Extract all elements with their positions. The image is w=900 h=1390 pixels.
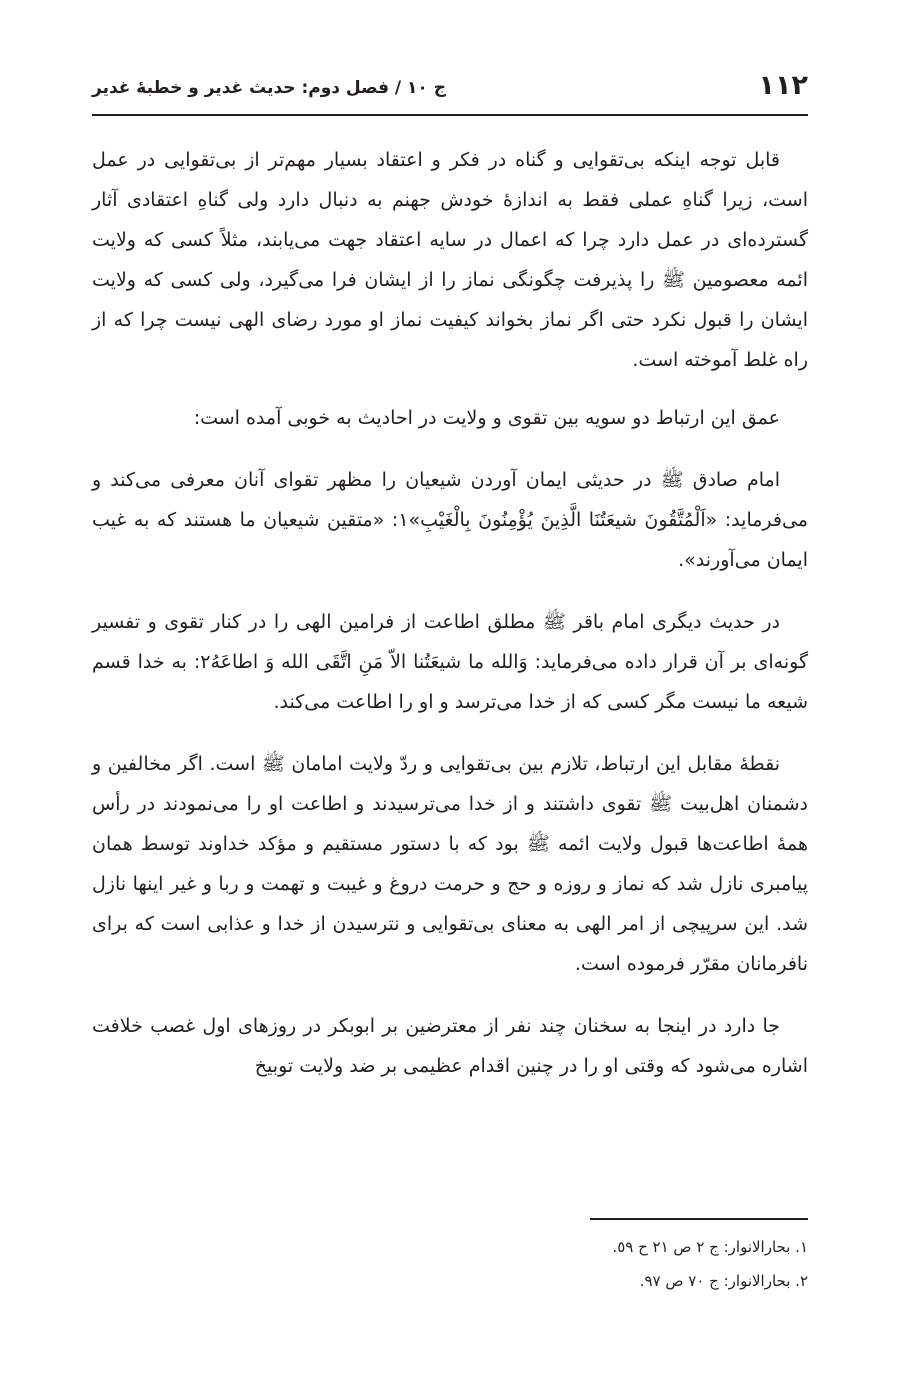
page-number: ۱۱۲ xyxy=(758,70,808,101)
footnote-1: ١. بحارالانوار: ج ٢ ص ٢١ ح ٥٩. xyxy=(612,1238,808,1256)
paragraph-1: قابل توجه اینکه بی‌تقوایی و گناه در فکر و اعتقاد بسیار مهم‌تر از بی‌تقوایی در عمل است، زیرا گناهِ عملی فقط به اندازهٔ خودش جهنم به دنبال دارد ولی گناهِ اعتقادی آثار گسترده‌ای در عمل دارد چرا که اعمال در سایه اعتقاد جهت می‌یابند، مثلاً کسی که ولایت ائمه معصومین ﷺ را پذیرفت چگونگی نماز را از ایشان فرا می‌گیرد، ولی کسی که ولایت ایشان را قبول نکرد حتی اگر نماز بخواند کیفیت نماز او مورد رضای الهی نیست چرا که از راه غلط آموخته است. xyxy=(92,149,808,371)
running-title: ج ۱۰ / فصل دوم: حدیث غدیر و خطبهٔ غدیر xyxy=(92,78,446,98)
paragraph-6: جا دارد در اینجا به سخنان چند نفر از معترضین بر ابوبکر در روزهای اول غصب خلافت اشاره می‌شود که وقتی او را در چنین اقدام عظیمی بر ضد ولایت توبیخ xyxy=(92,1015,808,1077)
footnote-divider xyxy=(590,1218,808,1220)
page-header xyxy=(92,64,808,116)
paragraph-3: امام صادق ﷺ در حدیثی ایمان آوردن شیعیان را مظهر تقوای آنان معرفی می‌کند و می‌فرماید: «اَلْمُتَّقُونَ شیعَتُنَا الَّذِینَ یُؤْمِنُونَ بِالْغَیْبِ»١: «متقین شیعیان ما هستند که به غیب ایمان می‌آورند». xyxy=(92,469,808,571)
footnote-2: ٢. بحارالانوار: ج ٧٠ ص ٩٧. xyxy=(639,1272,808,1290)
footnotes xyxy=(380,1230,808,1298)
paragraph-2: عمق این ارتباط دو سویه بین تقوی و ولایت در احادیث به خوبی آمده است: xyxy=(193,407,780,429)
paragraph-4: در حدیث دیگری امام باقر ﷺ مطلق اطاعت از فرامین الهی را در کنار تقوی و تفسیر گونه‌ای بر آن قرار داده می‌فرماید: وَالله ما شیعَتُنا الاّ مَنِ اتَّقَی الله وَ اطاعَهُ٢: به خدا قسم شیعه ما نیست مگر کسی که از خدا می‌ترسد و او را اطاعت می‌کند. xyxy=(92,611,808,713)
page-body xyxy=(92,140,808,1086)
paragraph-5: نقطهٔ مقابل این ارتباط، تلازم بین بی‌تقوایی و ردّ ولایت امامان ﷺ است. اگر مخالفین و دشمنان اهل‌بیت ﷺ تقوی داشتند و از خدا می‌ترسیدند و اطاعت او را می‌نمودند در رأس همهٔ اطاعت‌ها قبول ولایت ائمه ﷺ بود که با دستور مستقیم و مؤکد خداوند توسط همان پیامبری نازل شد که نماز و روزه و حج و حرمت دروغ و غیبت و تهمت و ربا و غیر اینها نازل شد. این سرپیچی از امر الهی به معنای بی‌تقوایی و نترسیدن از خدا و عذابی است که برای نافرمانان مقرّر فرموده است. xyxy=(92,753,808,975)
